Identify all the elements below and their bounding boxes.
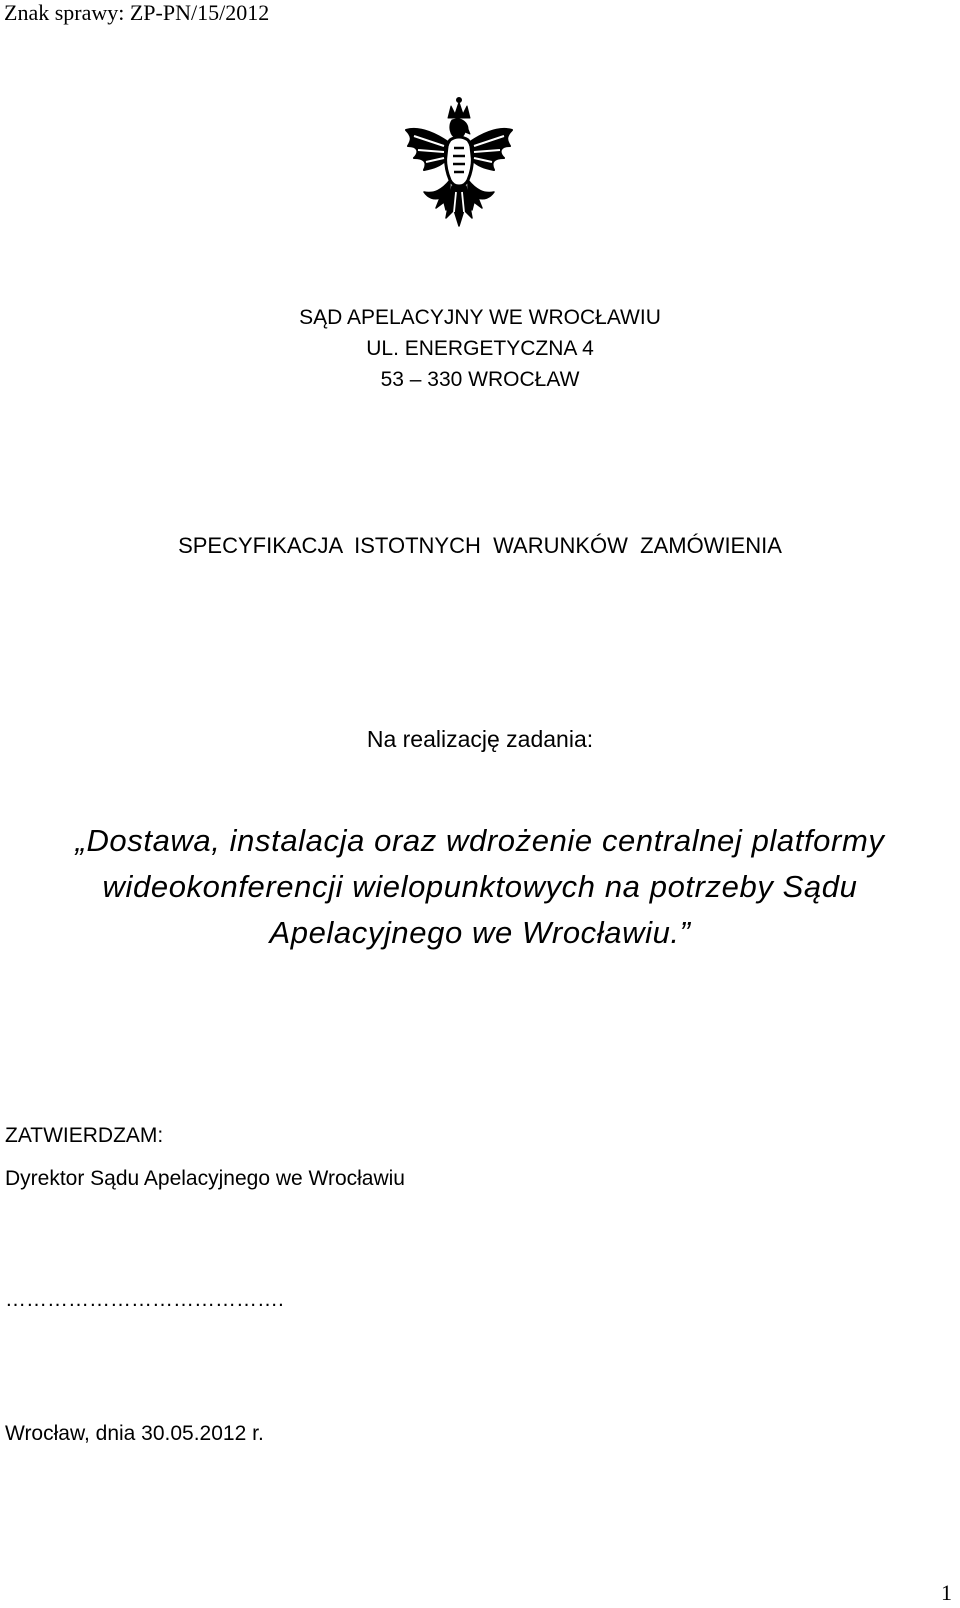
approval-label: ZATWIERDZAM:: [5, 1124, 164, 1147]
court-city: 53 – 330 WROCŁAW: [380, 368, 580, 391]
task-line: wideokonferencji wielopunktowych na potrzeby Sądu: [102, 869, 858, 904]
document-title: SPECYFIKACJA ISTOTNYCH WARUNKÓW ZAMÓWIENIA: [178, 533, 782, 558]
signature-line: ………………………………….: [5, 1288, 284, 1311]
polish-eagle-emblem-icon: [398, 96, 520, 230]
approver-title: Dyrektor Sądu Apelacyjnego we Wrocławiu: [5, 1167, 405, 1190]
case-number: Znak sprawy: ZP-PN/15/2012: [4, 0, 270, 25]
court-street: UL. ENERGETYCZNA 4: [366, 337, 594, 360]
page-number: 1: [941, 1580, 952, 1605]
court-address: [0, 302, 960, 395]
task-line: Apelacyjnego we Wrocławiu.”: [269, 915, 691, 950]
court-name: SĄD APELACYJNY WE WROCŁAWIU: [299, 306, 661, 329]
task-description: [0, 818, 960, 956]
task-line: „Dostawa, instalacja oraz wdrożenie centralnej platformy: [75, 823, 885, 858]
date-line: Wrocław, dnia 30.05.2012 r.: [5, 1422, 264, 1445]
task-label: Na realizację zadania:: [366, 726, 594, 752]
